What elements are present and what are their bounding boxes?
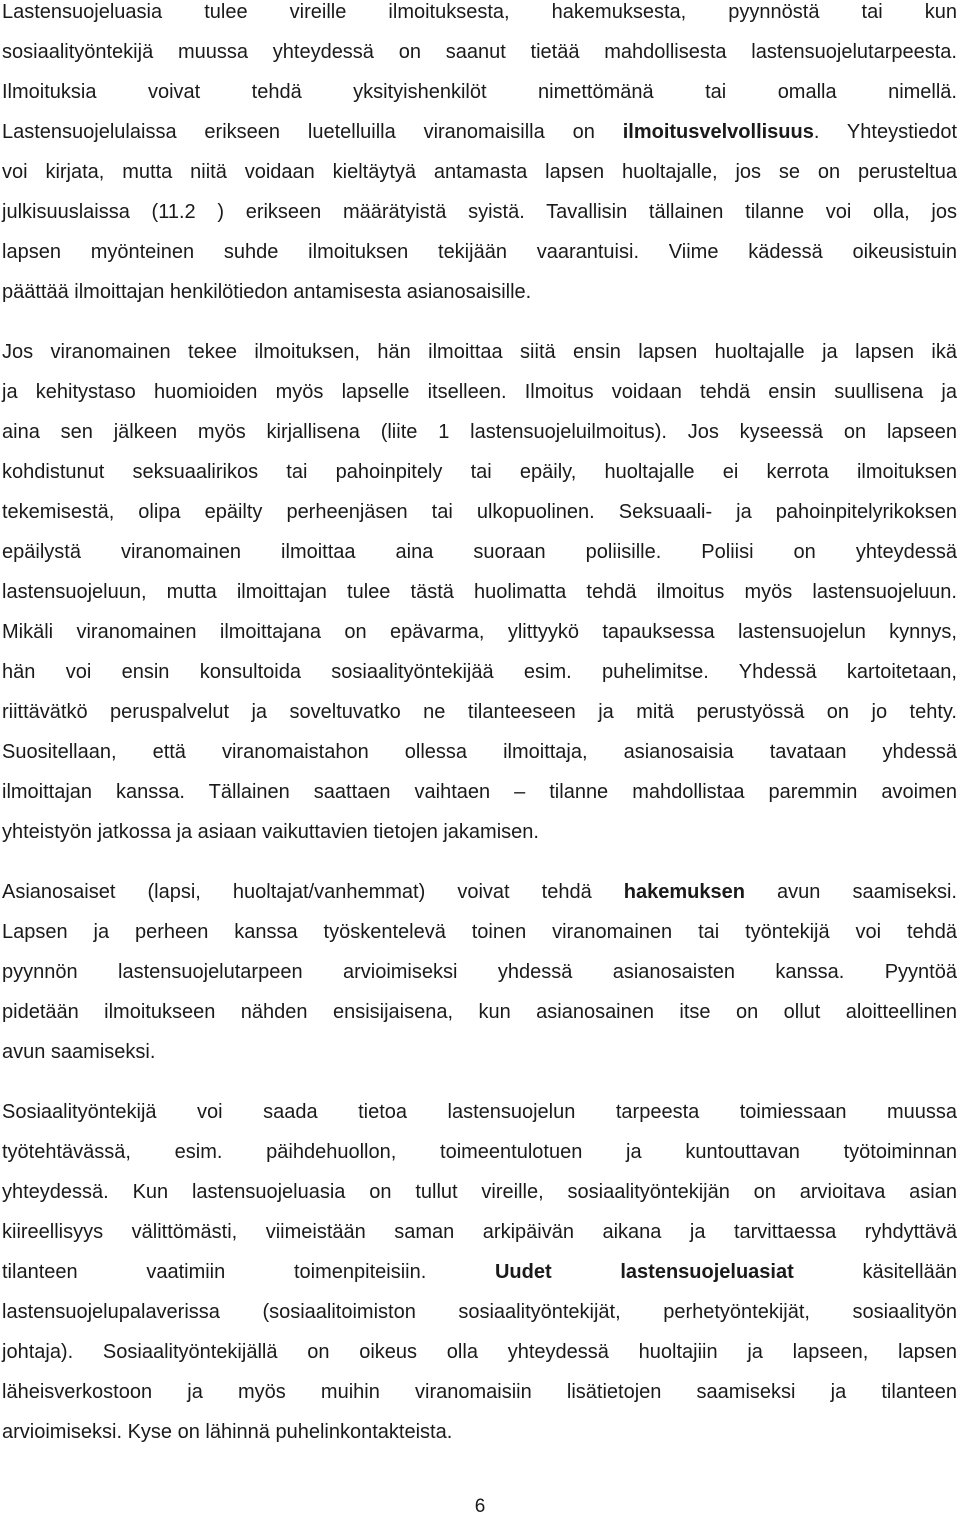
paragraph-viranomaisen-ilmoitus	[2, 340, 957, 860]
text-segment: johtaja). Sosiaalityöntekijällä on oikeus olla yhteydessä huoltajiin ja lapseen, lapsen	[2, 1341, 957, 1363]
text-line	[2, 280, 957, 320]
text-segment: sosiaalityöntekijä muussa yhteydessä on saanut tietää mahdollisesta lastensuojelutarpeesta.	[2, 41, 957, 63]
text-segment: julkisuuslaissa (11.2 ) erikseen määrätyistä syistä. Tavallisin tällainen tilanne voi olla, jos	[2, 201, 957, 223]
text-segment: epäilystä viranomainen ilmoittaa aina suoraan poliisille. Poliisi on yhteydessä	[2, 541, 957, 563]
text-line	[2, 160, 957, 200]
text-line	[2, 1300, 957, 1340]
text-line	[2, 660, 957, 700]
text-line	[2, 340, 957, 380]
text-segment: Lastensuojelulaissa erikseen luetelluilla viranomaisilla on	[2, 121, 623, 143]
text-segment: lapsen myönteinen suhde ilmoituksen tekijään vaarantuisi. Viime kädessä oikeusistuin	[2, 241, 957, 263]
text-line	[2, 960, 957, 1000]
text-line	[2, 820, 957, 860]
text-line	[2, 920, 957, 960]
text-line	[2, 580, 957, 620]
text-segment: yhteydessä. Kun lastensuojeluasia on tullut vireille, sosiaalityöntekijän on arvioitava asian	[2, 1181, 957, 1203]
text-line	[2, 1340, 957, 1380]
text-line	[2, 1000, 957, 1040]
text-line	[2, 700, 957, 740]
text-segment: pidetään ilmoitukseen nähden ensisijaisena, kun asianosainen itse on ollut aloitteellinen	[2, 1001, 957, 1023]
text-line	[2, 40, 957, 80]
text-line	[2, 780, 957, 820]
text-segment: Suositellaan, että viranomaistahon ollessa ilmoittaja, asianosaisia tavataan yhdessä	[2, 741, 957, 763]
text-segment: ja kehitystaso huomioiden myös lapselle itselleen. Ilmoitus voidaan tehdä ensin suullisena ja	[2, 381, 957, 403]
bold-term: Uudet lastensuojeluasiat	[494, 1261, 794, 1283]
text-line	[2, 1380, 957, 1420]
text-line	[2, 1420, 957, 1460]
text-segment: Asianosaiset (lapsi, huoltajat/vanhemmat) voivat tehdä	[2, 881, 624, 903]
paragraph-vireille-tulo	[2, 0, 957, 320]
text-segment: lastensuojeluun, mutta ilmoittajan tulee tästä huolimatta tehdä ilmoitus myös lastensuojeluun.	[2, 581, 957, 603]
bold-term: ilmoitusvelvollisuus	[622, 121, 814, 143]
text-line	[2, 740, 957, 780]
text-segment: lastensuojelupalaverissa (sosiaalitoimiston sosiaalityöntekijät, perhetyöntekijät, sosiaalityön	[2, 1301, 957, 1323]
text-segment: kiireellisyys välittömästi, viimeistään saman arkipäivän aikana ja tarvittaessa ryhdyttävä	[2, 1221, 957, 1243]
text-segment: pyynnön lastensuojelutarpeen arvioimiseksi yhdessä asianosaisten kanssa. Pyyntöä	[2, 961, 957, 983]
text-segment: tilanteen vaatimiin toimenpiteisiin.	[2, 1261, 495, 1283]
text-segment: Mikäli viranomainen ilmoittajana on epävarma, ylittyykö tapauksessa lastensuojelun kynnys,	[2, 621, 957, 643]
text-line	[2, 1260, 957, 1300]
text-segment: Jos viranomainen tekee ilmoituksen, hän ilmoittaa siitä ensin lapsen huoltajalle ja lapsen ikä	[2, 341, 957, 363]
text-line	[2, 880, 957, 920]
text-line	[2, 1140, 957, 1180]
text-line	[2, 80, 957, 120]
text-segment: Sosiaalityöntekijä voi saada tietoa lastensuojelun tarpeesta toimiessaan muussa	[2, 1101, 957, 1123]
text-segment: kohdistunut seksuaalirikos tai pahoinpitely tai epäily, huoltajalle ei kerrota ilmoituksen	[2, 461, 957, 483]
text-segment: Lapsen ja perheen kanssa työskentelevä toinen viranomainen tai työntekijä voi tehdä	[2, 921, 957, 943]
text-line	[2, 0, 957, 40]
paragraph-sosiaalityontekija	[2, 1100, 957, 1460]
text-segment: hän voi ensin konsultoida sosiaalityöntekijää esim. puhelimitse. Yhdessä kartoitetaan,	[2, 661, 957, 683]
text-line	[2, 500, 957, 540]
text-line	[2, 460, 957, 500]
text-segment: arvioimiseksi. Kyse on lähinnä puhelinkontakteista.	[2, 1421, 453, 1443]
text-line	[2, 540, 957, 580]
text-segment: yhteistyön jatkossa ja asiaan vaikuttavien tietojen jakamisen.	[2, 821, 539, 843]
text-segment: ilmoittajan kanssa. Tällainen saattaen vaihtaen – tilanne mahdollistaa paremmin avoimen	[2, 781, 957, 803]
text-segment: tekemisestä, olipa epäilty perheenjäsen tai ulkopuolinen. Seksuaali- ja pahoinpitelyrikoksen	[2, 501, 957, 523]
text-segment: käsitellään	[793, 1261, 957, 1283]
text-segment: avun saamiseksi.	[744, 881, 957, 903]
text-line	[2, 200, 957, 240]
text-segment: läheisverkostoon ja myös muihin viranomaisiin lisätietojen saamiseksi ja tilanteen	[2, 1381, 957, 1403]
text-segment: riittävätkö peruspalvelut ja soveltuvatko ne tilanteeseen ja mitä perustyössä on jo tehty.	[2, 701, 957, 723]
text-segment: työtehtävässä, esim. päihdehuollon, toimeentulotuen ja kuntouttavan työtoiminnan	[2, 1141, 957, 1163]
text-line	[2, 420, 957, 460]
text-line	[2, 620, 957, 660]
text-line	[2, 1180, 957, 1220]
text-segment: päättää ilmoittajan henkilötiedon antamisesta asianosaisille.	[2, 281, 532, 303]
text-segment: Lastensuojeluasia tulee vireille ilmoituksesta, hakemuksesta, pyynnöstä tai kun	[2, 1, 957, 23]
text-segment: Ilmoituksia voivat tehdä yksityishenkilöt nimettömänä tai omalla nimellä.	[2, 81, 957, 103]
text-line	[2, 1100, 957, 1140]
text-line	[2, 380, 957, 420]
text-segment: voi kirjata, mutta niitä voidaan kieltäytyä antamasta lapsen huoltajalle, jos se on perusteltua	[2, 161, 957, 183]
text-segment: aina sen jälkeen myös kirjallisena (liite 1 lastensuojeluilmoitus). Jos kyseessä on lapseen	[2, 421, 957, 443]
text-line	[2, 240, 957, 280]
page-number: 6	[474, 1496, 486, 1517]
text-line	[2, 1220, 957, 1260]
paragraph-hakemus	[2, 880, 957, 1080]
bold-term: hakemuksen	[623, 881, 745, 903]
text-segment: . Yhteystiedot	[813, 121, 957, 143]
text-line	[2, 1040, 957, 1080]
text-line	[2, 120, 957, 160]
text-segment: avun saamiseksi.	[2, 1041, 156, 1063]
